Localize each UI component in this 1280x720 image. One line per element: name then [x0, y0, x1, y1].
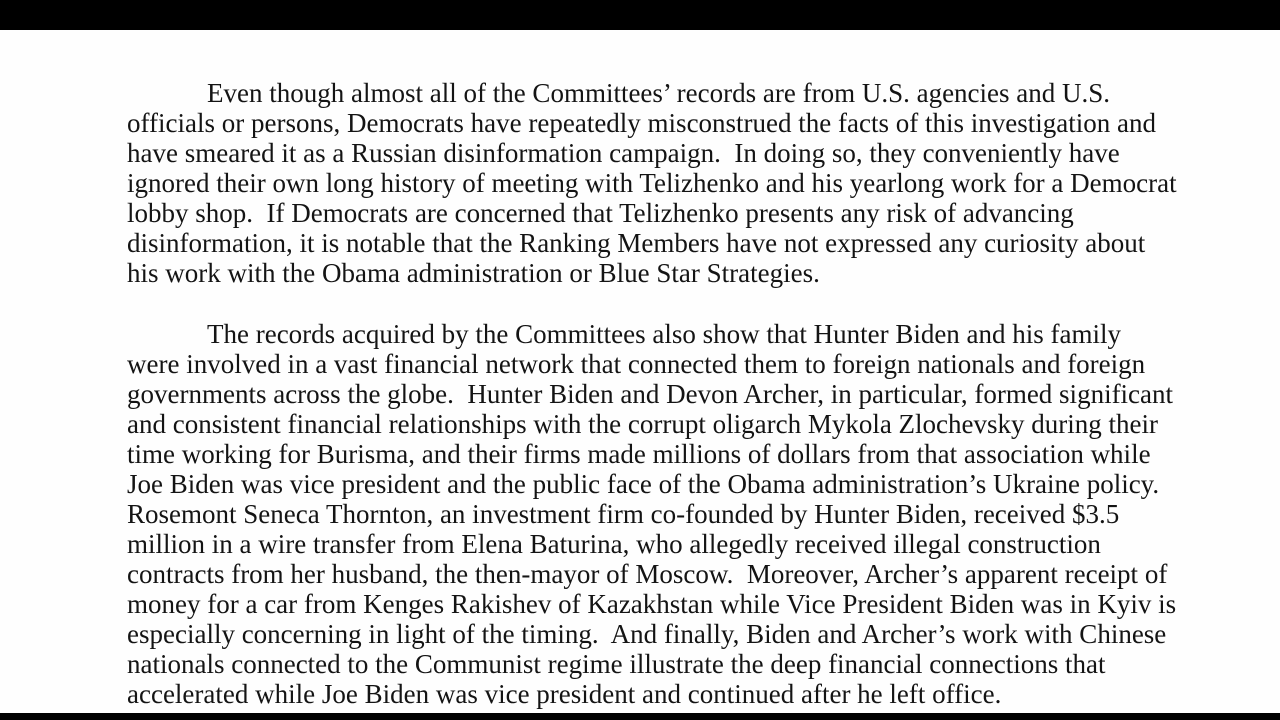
- text-line: and consistent financial relationships with the corrupt oligarch Mykola Zlochevsky during their: [127, 409, 1158, 439]
- text-line: especially concerning in light of the timing. And finally, Biden and Archer’s work with Chinese: [127, 619, 1167, 649]
- text-line: time working for Burisma, and their firms made millions of dollars from that association while: [127, 439, 1151, 469]
- text-line: Joe Biden was vice president and the public face of the Obama administration’s Ukraine policy.: [127, 469, 1160, 499]
- text-line: governments across the globe. Hunter Biden and Devon Archer, in particular, formed significant: [127, 379, 1174, 409]
- text-line: lobby shop. If Democrats are concerned that Telizhenko presents any risk of advancing: [127, 198, 1074, 228]
- text-line: have smeared it as a Russian disinformation campaign. In doing so, they conveniently have: [127, 138, 1120, 168]
- text-line: accelerated while Joe Biden was vice president and continued after he left office.: [127, 679, 1002, 709]
- text-line: officials or persons, Democrats have repeatedly misconstrued the facts of this investigation and: [127, 108, 1156, 138]
- paragraph-1: [127, 78, 1177, 288]
- letterbox-top-bar: [0, 0, 1280, 30]
- document-page: [0, 30, 1280, 713]
- text-line: money for a car from Kenges Rakishev of Kazakhstan while Vice President Biden was in Kyiv is: [127, 589, 1177, 619]
- text-line: ignored their own long history of meeting with Telizhenko and his yearlong work for a Democrat: [127, 168, 1177, 198]
- text-line: The records acquired by the Committees also show that Hunter Biden and his family: [207, 319, 1122, 349]
- letterbox-bottom-bar: [0, 713, 1280, 720]
- text-line: were involved in a vast financial network that connected them to foreign nationals and foreign: [127, 349, 1146, 379]
- text-line: disinformation, it is notable that the Ranking Members have not expressed any curiosity about: [127, 228, 1146, 258]
- paragraph-2: [127, 319, 1177, 709]
- text-line: Even though almost all of the Committees’ records are from U.S. agencies and U.S.: [207, 78, 1111, 108]
- text-line: contracts from her husband, the then-mayor of Moscow. Moreover, Archer’s apparent receipt of: [127, 559, 1168, 589]
- text-line: Rosemont Seneca Thornton, an investment firm co-founded by Hunter Biden, received $3.5: [127, 499, 1120, 529]
- text-line: his work with the Obama administration or Blue Star Strategies.: [127, 258, 820, 288]
- text-line: million in a wire transfer from Elena Baturina, who allegedly received illegal construction: [127, 529, 1101, 559]
- document-text-block: [127, 78, 1177, 709]
- text-line: nationals connected to the Communist regime illustrate the deep financial connections that: [127, 649, 1106, 679]
